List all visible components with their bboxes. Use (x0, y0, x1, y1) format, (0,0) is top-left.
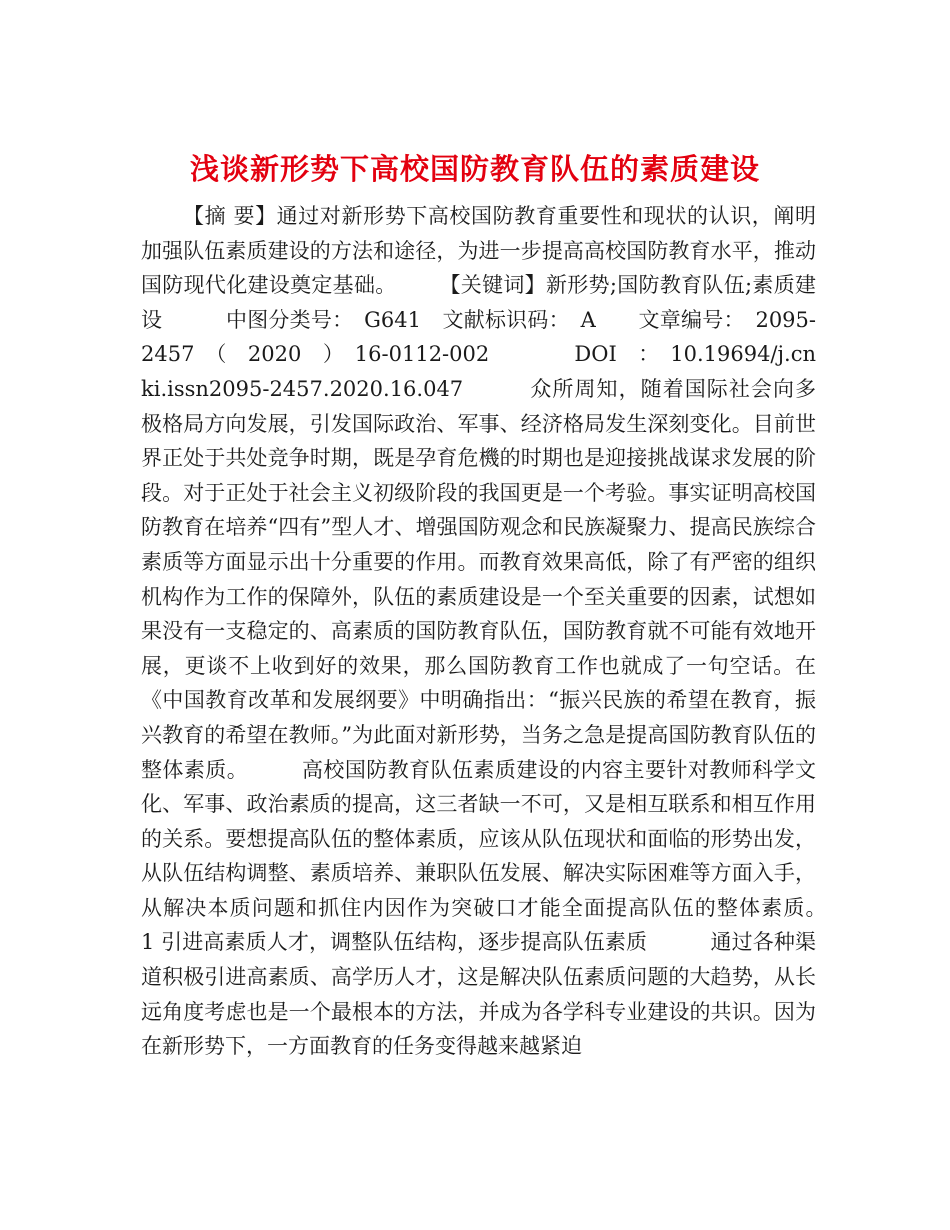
document-body: 【摘 要】通过对新形势下高校国防教育重要性和现状的认识，阐明加强队伍素质建设的方法和途径，为进一步提高高校国防教育水平，推动国防现代化建设奠定基础。 【关键词】新形势;国防教育队伍;素质建设 中图分类号： G641 文献标识码： A 文章编号： 2095-2457 （ 2020 ） 16-0112-002 DOI ： 10.19694/j.cnki.issn2095-2457.2020.16.047 众所周知，随着国际社会向多极格局方向发展，引发国际政治、军事、经济格局发生深刻变化。目前世界正处于共处竞争时期，既是孕育危機的时期也是迎接挑战谋求发展的阶段。对于正处于社会主义初级阶段的我国更是一个考验。事实证明高校国防教育在培养“四有”型人才、增强国防观念和民族凝聚力、提高民族综合素质等方面显示出十分重要的作用。而教育效果高低，除了有严密的组织机构作为工作的保障外，队伍的素质建设是一个至关重要的因素，试想如果没有一支稳定的、高素质的国防教育队伍，国防教育就不可能有效地开展，更谈不上收到好的效果，那么国防教育工作也就成了一句空话。在《中国教育改革和发展纲要》中明确指出：“振兴民族的希望在教育，振兴教育的希望在教师。”为此面对新形势，当务之急是提高国防教育队伍的整体素质。 高校国防教育队伍素质建设的内容主要针对教师科学文化、军事、政治素质的提高，这三者缺一不可，又是相互联系和相互作用的关系。要想提高队伍的整体素质，应该从队伍现状和面临的形势出发，从队伍结构调整、素质培养、兼职队伍发展、解决实际困难等方面入手，从解决本质问题和抓住内因作为突破口才能全面提高队伍的整体素质。 1 引进高素质人才，调整队伍结构，逐步提高队伍素质 通过各种渠道积极引进高素质、高学历人才，这是解决队伍素质问题的大趋势，从长远角度考虑也是一个最根本的方法，并成为各学科专业建设的共识。因为在新形势下，一方面教育的任务变得越来越紧迫 (141, 204, 879, 1059)
document-title: 浅谈新形势下高校国防教育队伍的素质建设 (189, 152, 760, 187)
